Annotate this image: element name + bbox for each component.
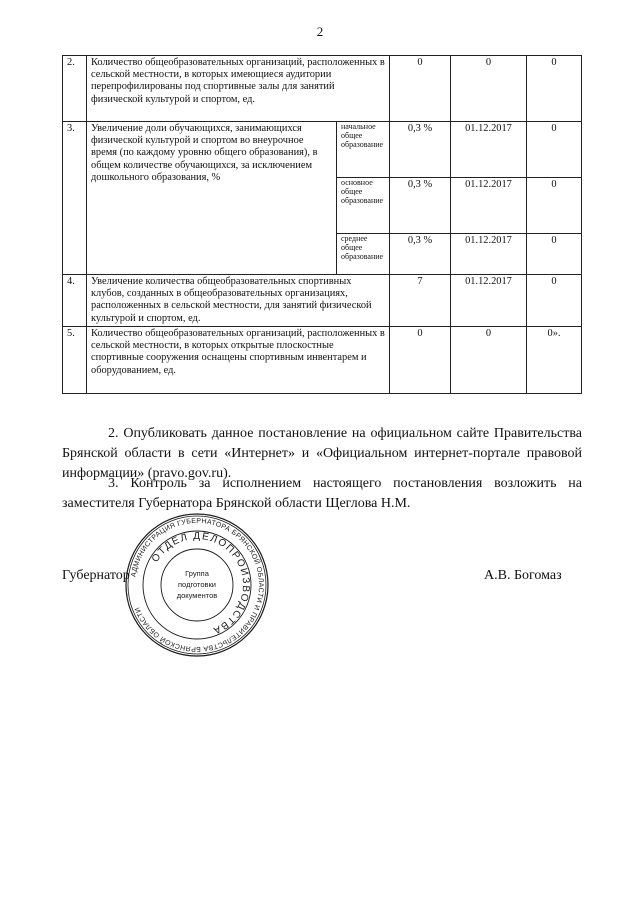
paragraph-control bbox=[62, 474, 582, 514]
row-col5: 0 bbox=[527, 234, 582, 275]
stamp-outer-text: АДМИНИСТРАЦИЯ ГУБЕРНАТОРА БРЯНСКОЙ ОБЛАСТИ И ПРАВИТЕЛЬСТВА БРЯНСКОЙ ОБЛАСТИ bbox=[130, 517, 265, 653]
row-date: 01.12.2017 bbox=[451, 122, 527, 178]
row-number: 5. bbox=[63, 327, 87, 394]
row-value: 0 bbox=[390, 327, 451, 394]
row-col5: 0 bbox=[527, 56, 582, 122]
row-col5: 0». bbox=[527, 327, 582, 394]
stamp-center-line: подготовки bbox=[178, 580, 216, 589]
paragraph-text: 3. Контроль за исполнением настоящего постановления возложить на заместителя Губернатора Брянской области Щеглова Н.М. bbox=[62, 476, 582, 511]
row-description: Количество общеобразовательных организаций, расположенных в сельской местности, в которых открытые плоскостные спортивные сооружения оснащены спортивным инвентарем и оборудованием, ед. bbox=[87, 327, 390, 394]
row-date: 01.12.2017 bbox=[451, 275, 527, 327]
indicators-table bbox=[62, 55, 582, 394]
row-col5: 0 bbox=[527, 122, 582, 178]
table-row bbox=[63, 327, 582, 394]
table-row bbox=[63, 122, 582, 178]
row-number: 4. bbox=[63, 275, 87, 327]
stamp-inner-text: ОТДЕЛ ДЕЛОПРОИЗВОДСТВА bbox=[149, 530, 252, 637]
row-number: 3. bbox=[63, 122, 87, 275]
row-date: 0 bbox=[451, 327, 527, 394]
paragraph-text: 2. Опубликовать данное постановление на официальном сайте Правительства Брянской области в сети «Интернет» и «Официальном интернет-портале правовой информации» (pravo.gov.ru). bbox=[62, 426, 582, 481]
row-value: 0,3 % bbox=[390, 234, 451, 275]
office-stamp bbox=[124, 512, 270, 658]
education-level: основное общее образование bbox=[337, 178, 390, 234]
signature-title: Губернатор bbox=[62, 568, 130, 583]
row-number: 2. bbox=[63, 56, 87, 122]
row-value: 0,3 % bbox=[390, 178, 451, 234]
row-date: 0 bbox=[451, 56, 527, 122]
table-row bbox=[63, 275, 582, 327]
row-col5: 0 bbox=[527, 178, 582, 234]
row-col5: 0 bbox=[527, 275, 582, 327]
row-description: Увеличение количества общеобразовательных спортивных клубов, созданных в общеобразовательных организациях, расположенных в сельской местности, для занятий физической культурой и спортом, ед. bbox=[87, 275, 390, 327]
signature-name: А.В. Богомаз bbox=[484, 568, 562, 583]
row-date: 01.12.2017 bbox=[451, 234, 527, 275]
row-value: 0,3 % bbox=[390, 122, 451, 178]
row-value: 0 bbox=[390, 56, 451, 122]
stamp-center-line: документов bbox=[176, 591, 218, 600]
page-number: 2 bbox=[316, 24, 324, 39]
row-date: 01.12.2017 bbox=[451, 178, 527, 234]
row-description: Количество общеобразовательных организаций, расположенных в сельской местности, в которых имеющиеся аудитории перепрофилированы под спортивные залы для занятий физической культурой и спортом, ед. bbox=[87, 56, 390, 122]
row-value: 7 bbox=[390, 275, 451, 327]
row-description: Увеличение доли обучающихся, занимающихся физической культурой и спортом во внеурочное время (по каждому уровню общего образования), в общем количестве обучающихся, за исключением дошкольного образования, % bbox=[87, 122, 337, 275]
table-row bbox=[63, 56, 582, 122]
stamp-center-line: Группа bbox=[185, 569, 209, 578]
education-level: среднее общее образование bbox=[337, 234, 390, 275]
education-level: начальное общее образование bbox=[337, 122, 390, 178]
